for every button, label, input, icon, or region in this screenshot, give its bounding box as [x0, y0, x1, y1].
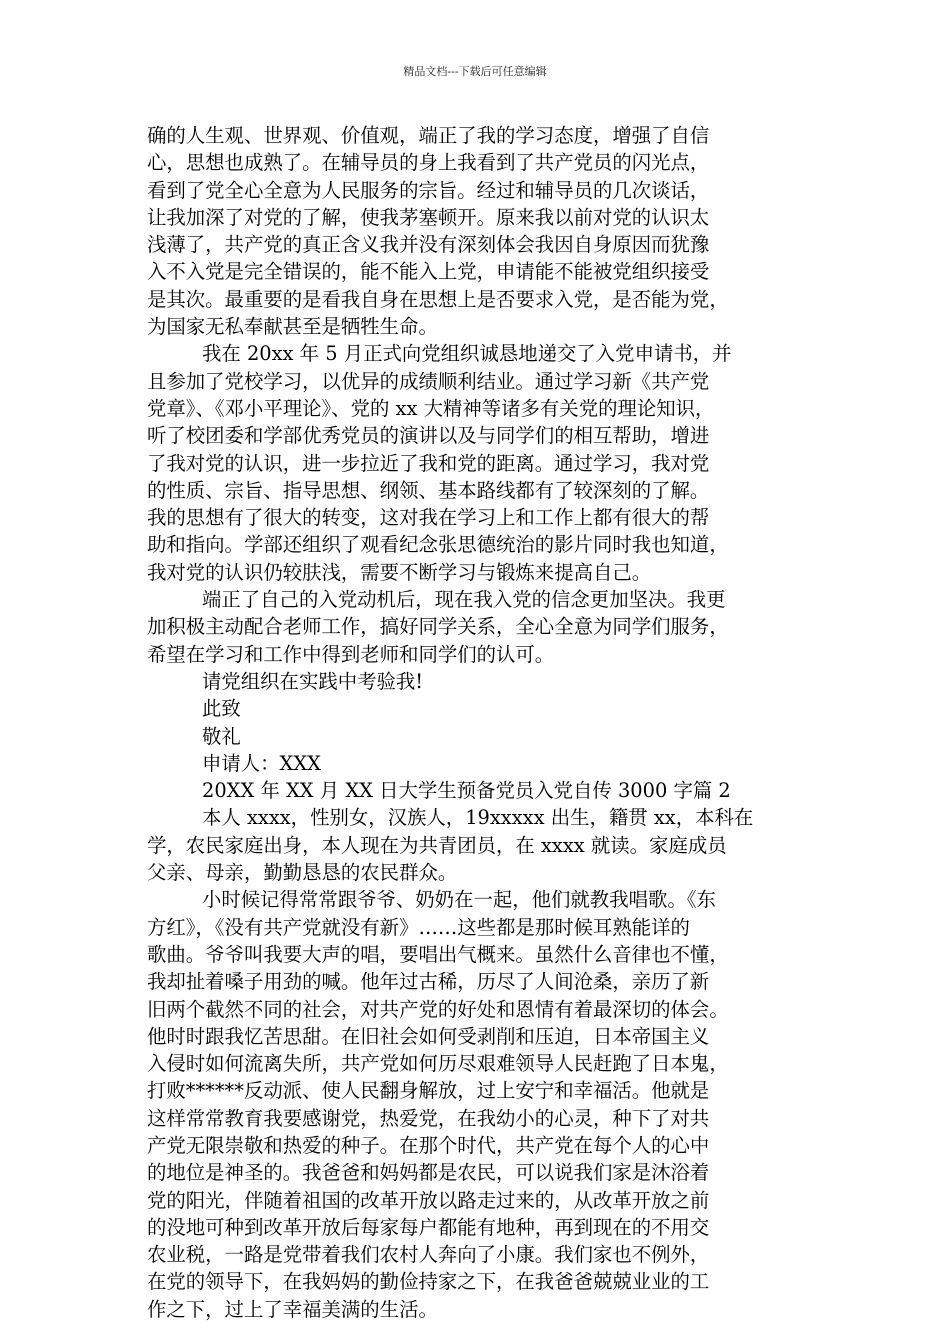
text-line: 是其次。最重要的是看我自身在思想上是否要求入党，是否能为党， — [147, 287, 729, 311]
text-line: 端正了自己的入党动机后，现在我入党的信念更加坚决。我更 — [202, 588, 726, 612]
text-line: 党章》、《邓小平理论》、党的 xx 大精神等诸多有关党的理论知识， — [147, 396, 715, 420]
text-line: 此致 — [202, 697, 241, 721]
text-line: 在党的领导下，在我妈妈的勤俭持家之下，在我爸爸兢兢业业的工 — [147, 1270, 710, 1294]
text-line: 看到了党全心全意为人民服务的宗旨。经过和辅导员的几次谈话， — [147, 178, 710, 202]
text-line: 学，农民家庭出身，本人现在为共青团员，在 xxxx 就读。家庭成员 — [147, 833, 727, 857]
page-header: 精品文档---下载后可任意编辑 — [403, 65, 547, 78]
text-line: 他时时跟我忆苦思甜。在旧社会如何受剥削和压迫，日本帝国主义 — [147, 1024, 710, 1048]
text-line: 歌曲。爷爷叫我要大声的唱，要唱出气概来。虽然什么音律也不懂， — [147, 942, 729, 966]
text-line: 心，思想也成熟了。在辅导员的身上我看到了共产党员的闪光点， — [147, 151, 710, 175]
text-line: 希望在学习和工作中得到老师和同学们的认可。 — [147, 642, 555, 666]
text-line: 我的思想有了很大的转变，这对我在学习上和工作上都有很大的帮 — [147, 506, 710, 530]
text-line: 父亲、母亲，勤勤恳恳的农民群众。 — [147, 861, 458, 885]
text-line: 打败******反动派、使人民翻身解放，过上安宁和幸福活。他就是 — [147, 1079, 710, 1103]
text-line: 的性质、宗旨、指导思想、纲领、基本路线都有了较深刻的了解。 — [147, 478, 710, 502]
text-line: 小时候记得常常跟爷爷、奶奶在一起，他们就教我唱歌。《东 — [202, 888, 716, 912]
text-line: 确的人生观、世界观、价值观，端正了我的学习态度，增强了自信 — [147, 124, 710, 147]
text-line: 这样常常教育我要感谢党，热爱党，在我幼小的心灵，种下了对共 — [147, 1106, 710, 1130]
text-line: 请党组织在实践中考验我! — [202, 669, 424, 693]
text-line: 的没地可种到改革开放后每家每户都能有地种，再到现在的不用交 — [147, 1215, 710, 1239]
text-line: 助和指向。学部还组织了观看纪念张思德统治的影片同时我也知道， — [147, 533, 729, 557]
text-line: 我却扯着嗓子用劲的喊。他年过古稀，历尽了人间沧桑，亲历了新 — [147, 970, 710, 994]
text-line: 20XX 年 XX 月 XX 日大学生预备党员入党自传 3000 字篇 2 — [202, 779, 731, 803]
text-line: 旧两个截然不同的社会，对共产党的好处和恩情有着最深切的体会。 — [147, 997, 729, 1021]
text-line: 加积极主动配合老师工作，搞好同学关系，全心全意为同学们服务， — [147, 615, 729, 639]
text-line: 本人 xxxx，性别女，汉族人，19xxxxx 出生，籍贯 xx，本科在 — [202, 806, 754, 830]
text-line: 敬礼 — [202, 724, 241, 748]
text-line: 产党无限崇敬和热爱的种子。在那个时代，共产党在每个人的心中 — [147, 1133, 710, 1157]
text-line: 农业税，一路是党带着我们农村人奔向了小康。我们家也不例外， — [147, 1243, 710, 1267]
text-line: 了我对党的认识，进一步拉近了我和党的距离。通过学习，我对党 — [147, 451, 710, 475]
text-line: 为国家无私奉献甚至是牺牲生命。 — [147, 315, 438, 339]
text-line: 作之下，过上了幸福美满的生活。 — [147, 1297, 438, 1321]
text-line: 听了校团委和学部优秀党员的演讲以及与同学们的相互帮助，增进 — [147, 424, 710, 448]
text-line: 让我加深了对党的了解，使我茅塞顿开。原来我以前对党的认识太 — [147, 205, 710, 229]
text-line: 入不入党是完全错误的，能不能入上党，申请能不能被党组织接受 — [147, 260, 710, 284]
text-line: 入侵时如何流离失所，共产党如何历尽艰难领导人民赶跑了日本鬼， — [147, 1052, 729, 1076]
document-body — [147, 122, 823, 1323]
text-line: 浅薄了，共产党的真正含义我并没有深刻体会我因自身原因而犹豫 — [147, 233, 710, 257]
text-line: 党的阳光，伴随着祖国的改革开放以路走过来的，从改革开放之前 — [147, 1188, 710, 1212]
text-line: 的地位是神圣的。我爸爸和妈妈都是农民，可以说我们家是沐浴着 — [147, 1161, 710, 1185]
text-line: 我对党的认识仍较肤浅，需要不断学习与锻炼来提高自己。 — [147, 560, 652, 584]
text-line: 我在 20xx 年 5 月正式向党组织诚恳地递交了入党申请书，并 — [202, 342, 732, 366]
text-line: 方红》，《没有共产党就没有新》……这些都是那时候耳熟能详的 — [147, 915, 690, 939]
text-line: 申请人：XXX — [202, 751, 321, 775]
text-line: 且参加了党校学习，以优异的成绩顺利结业。通过学习新《共产党 — [147, 369, 710, 393]
